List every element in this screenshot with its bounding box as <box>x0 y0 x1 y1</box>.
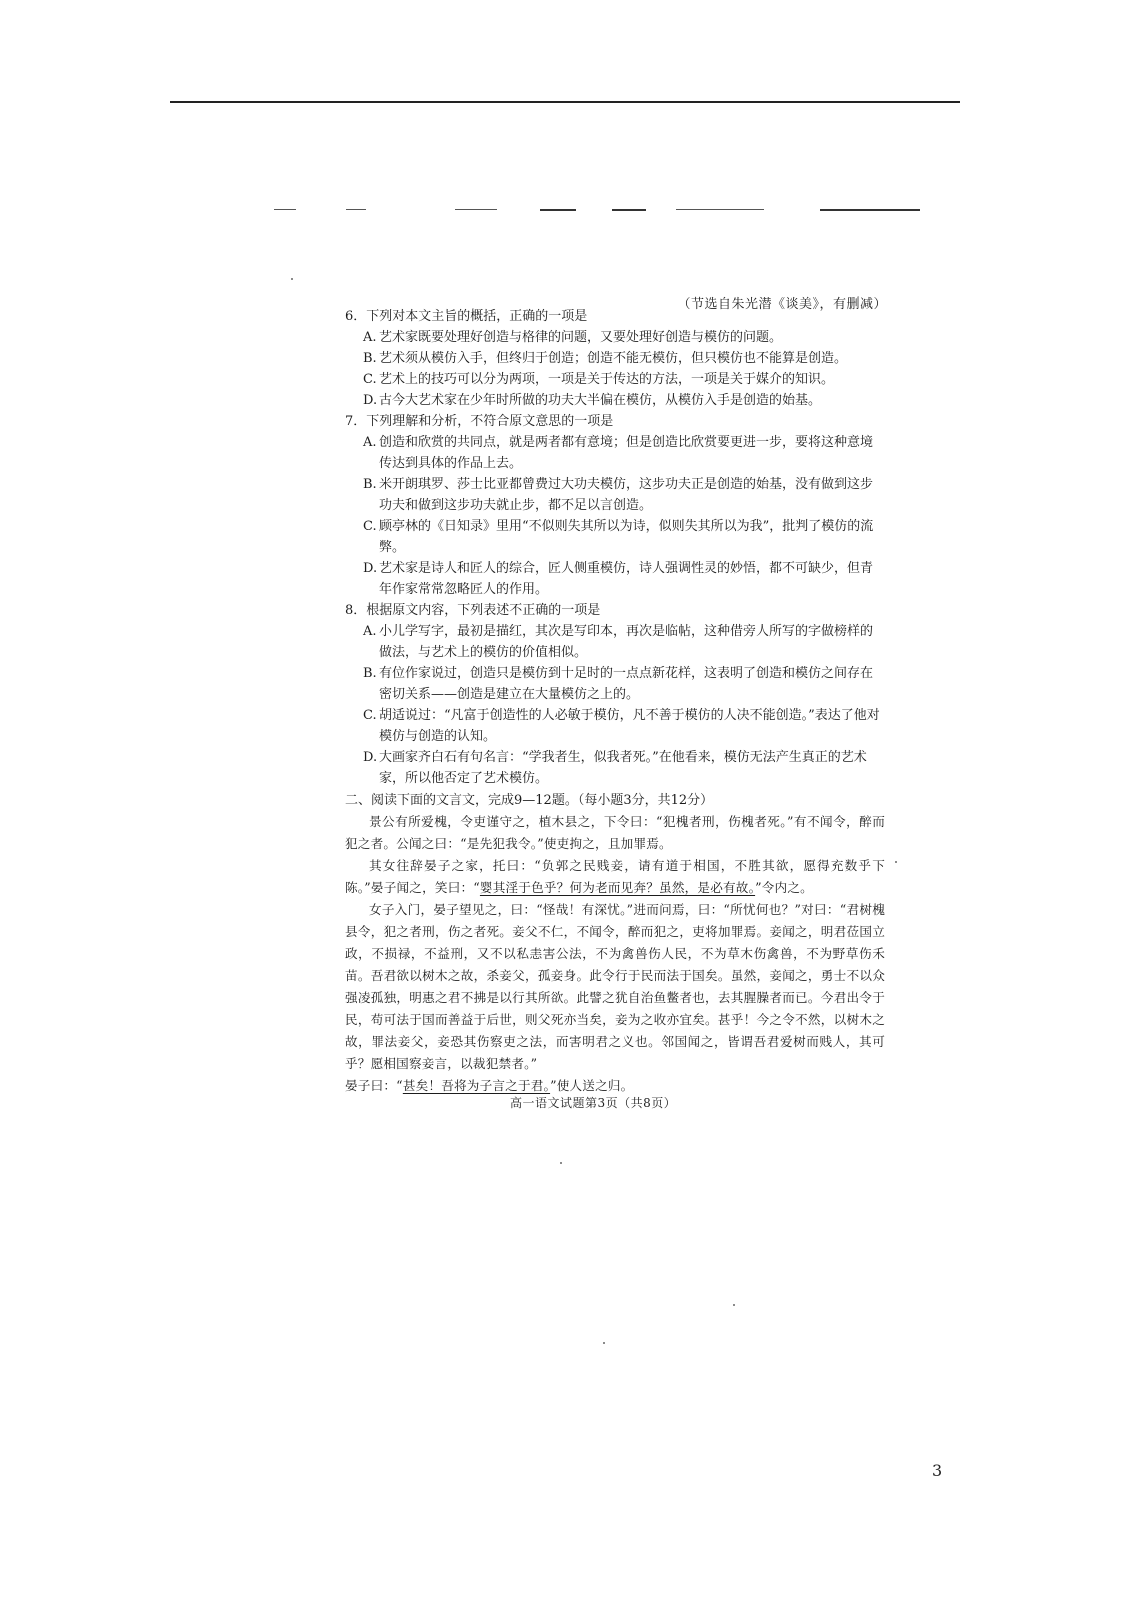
option-letter: B. <box>363 666 377 681</box>
option-c <box>349 705 885 747</box>
option-text: 古今大艺术家在少年时所做的功夫大半偏在模仿，从模仿入手是创造的始基。 <box>379 393 822 408</box>
question-stem: 7．下列理解和分析，不符合原文意思的一项是 <box>345 414 614 429</box>
underlined-sentence: 甚矣！吾将为子言之于君。 <box>402 1078 551 1093</box>
passage-paragraph-3 <box>345 899 885 1075</box>
passage-paragraph-1 <box>345 811 885 855</box>
option-letter: D. <box>363 393 378 408</box>
scan-speck <box>560 1162 562 1164</box>
option-b <box>349 474 885 516</box>
option-text: 胡适说过：“凡富于创造性的人必敏于模仿，凡不善于模仿的人决不能创造。”表达了他对模仿与创造的认知。 <box>379 708 880 744</box>
scan-speck <box>733 1304 735 1306</box>
option-text: 艺术家既要处理好创造与格律的问题，又要处理好创造与模仿的问题。 <box>379 330 783 345</box>
scan-speck <box>291 278 293 280</box>
paragraph-text: 其女往辞晏子之家，托曰：“负郭之民贱妾，请有道于相国，不胜其欲，愿得充数乎下陈。”晏子闻之，笑曰：“ <box>345 858 885 895</box>
option-letter: C. <box>363 519 377 534</box>
paragraph-text-after: ”使人送之归。 <box>550 1078 634 1093</box>
option-text: 顾亭林的《日知录》里用“不似则失其所以为诗，似则失其所以为我”，批判了模仿的流弊。 <box>379 519 874 555</box>
option-letter: D. <box>363 561 378 576</box>
question-stem: 6．下列对本文主旨的概括，正确的一项是 <box>345 309 588 324</box>
scan-speck <box>603 1342 605 1344</box>
option-letter: A. <box>363 330 377 345</box>
question-stem: 8．根据原文内容，下列表述不正确的一项是 <box>345 603 601 618</box>
header-rule <box>170 101 960 103</box>
option-letter: C. <box>363 708 377 723</box>
page-footer: 高一语文试题第3页（共8页） <box>510 1096 677 1110</box>
option-a <box>349 432 885 474</box>
option-text: 艺术须从模仿入手，但终归于创造；创造不能无模仿，但只模仿也不能算是创造。 <box>379 351 848 366</box>
option-text: 大画家齐白石有句名言：“学我者生，似我者死。”在他看来，模仿无法产生真正的艺术家，所以他否定了艺术模仿。 <box>379 750 867 786</box>
scan-speck <box>895 861 897 863</box>
option-d <box>349 747 885 789</box>
source-note: （节选自朱光潜《谈美》，有删减） <box>677 297 887 312</box>
section-two-heading: 二、阅读下面的文言文，完成9—12题。（每小题3分，共12分） <box>345 793 714 808</box>
option-d <box>349 390 885 411</box>
option-text: 创造和欣赏的共同点，就是两者都有意境；但是创造比欣赏要更进一步，要将这种意境传达到具体的作品上去。 <box>379 435 874 471</box>
option-letter: C. <box>363 372 377 387</box>
option-text: 艺术家是诗人和匠人的综合，匠人侧重模仿，诗人强调性灵的妙悟，都不可缺少，但青年作家常常忽略匠人的作用。 <box>379 561 874 597</box>
classical-passage <box>345 811 885 1097</box>
paragraph-text-after: ”令内之。 <box>755 880 813 895</box>
option-c <box>349 369 885 390</box>
paragraph-text: 景公有所爱槐，令吏谨守之，植木县之，下令曰：“犯槐者刑，伤槐者死。”有不闻令，醉而犯之者。公闻之曰：“是先犯我令。”使吏拘之，且加罪焉。 <box>345 814 885 851</box>
paragraph-text: 女子入门，晏子望见之，曰：“怪哉！有深忧。”进而问焉，曰：“所忧何也？”对曰：“君树槐县令，犯之者刑，伤之者死。妾父不仁，不闻令，醉而犯之，吏将加罪焉。妾闻之，明君莅国立政，不损禄，不益刑，又不以私恚害公法，不为禽兽伤人民，不为草木伤禽兽，不为野草伤禾苗。吾君欲以树木之故，杀妾父，孤妾身。此令行于民而法于国矣。虽然，妾闻之，勇士不以众强凌孤独，明惠之君不拂是以行其所欲。此譬之犹自治鱼鳖者也，去其腥臊者而已。今君出令于民，苟可法于国而善益于后世，则父死亦当矣，妾为之收亦宜矣。甚乎！今之令不然，以树木之故，罪法妾父，妾恐其伤察吏之法，而害明君之义也。邻国闻之，皆谓吾君爱树而贱人，其可乎？愿相国察妾言，以裁犯禁者。” <box>345 902 885 1071</box>
option-b <box>349 663 885 705</box>
exam-content <box>345 306 885 1097</box>
option-letter: A. <box>363 624 377 639</box>
question-7 <box>345 411 885 600</box>
option-d <box>349 558 885 600</box>
page-number: 3 <box>932 1461 943 1480</box>
option-text: 米开朗琪罗、莎士比亚都曾费过大功夫模仿，这步功夫正是创造的始基，没有做到这步功夫和做到这步功夫就止步，都不足以言创造。 <box>379 477 874 513</box>
option-letter: B. <box>363 477 377 492</box>
option-b <box>349 348 885 369</box>
option-text: 有位作家说过，创造只是模仿到十足时的一点点新花样，这表明了创造和模仿之间存在密切关系——创造是建立在大量模仿之上的。 <box>379 666 874 702</box>
option-a <box>349 327 885 348</box>
option-letter: A. <box>363 435 377 450</box>
paragraph-text: 晏子曰：“ <box>345 1078 403 1093</box>
option-a <box>349 621 885 663</box>
question-6 <box>345 306 885 411</box>
option-c <box>349 516 885 558</box>
passage-paragraph-2 <box>345 855 885 899</box>
option-letter: B. <box>363 351 377 366</box>
option-text: 小儿学写字，最初是描红，其次是写印本，再次是临帖，这种借旁人所写的字做榜样的做法，与艺术上的模仿的价值相似。 <box>379 624 874 660</box>
option-text: 艺术上的技巧可以分为两项，一项是关于传达的方法，一项是关于媒介的知识。 <box>379 372 835 387</box>
scan-artifact-dashes <box>0 209 1131 213</box>
underlined-sentence: 婴其淫于色乎？何为老而见奔？虽然，是必有故。 <box>479 880 756 895</box>
question-8 <box>345 600 885 789</box>
option-letter: D. <box>363 750 378 765</box>
